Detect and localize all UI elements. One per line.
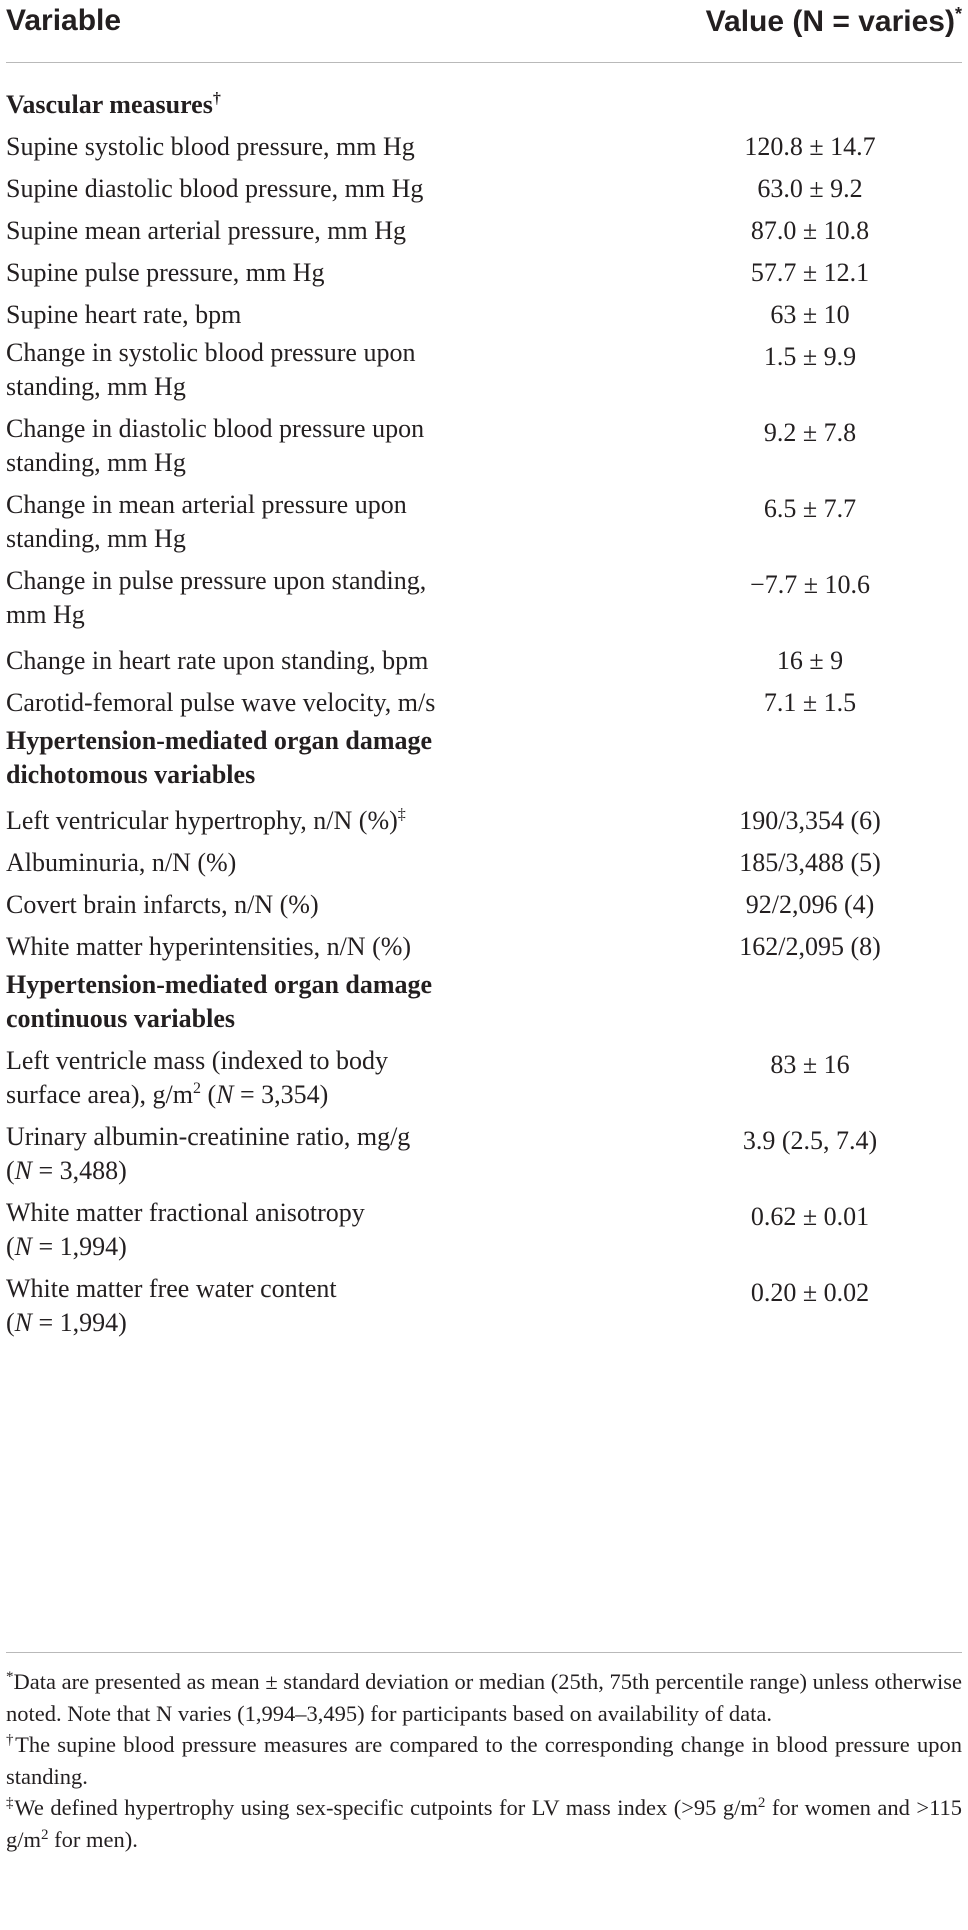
section-header-continuous: Hypertension-mediated organ damage continuous variables xyxy=(6,970,433,1033)
table-row: Change in pulse pressure upon standing, mm Hg −7.7 ± 10.6 xyxy=(6,566,870,629)
header-divider xyxy=(6,62,962,63)
table-header xyxy=(0,0,962,62)
table-row: Left ventricle mass (indexed to body surface area), $g/m^2$ (N = 3,354) 83 ± 16 xyxy=(6,1046,850,1109)
section-header-dichotomous: Hypertension-mediated organ damage dichotomous variables xyxy=(6,726,433,789)
table-row: White matter fractional anisotropy (N = 1,994) 0.62 ± 0.01 xyxy=(6,1198,870,1261)
table-row: Change in mean arterial pressure upon standing, mm Hg 6.5 ± 7.7 xyxy=(6,490,857,553)
footnote-star: *Data are presented as mean ± standard deviation or median (25th, 75th percentile range) unless otherwise noted. Note that N varies (1,994–3,495) for participants based on availability of data. xyxy=(6,1669,962,1726)
table-row: White matter hyperintensities, n/N (%) 162/2,095 (8) xyxy=(6,932,881,961)
table-row: Change in diastolic blood pressure upon standing, mm Hg 9.2 ± 7.8 xyxy=(6,414,857,477)
table-row: Supine heart rate, bpm 63 ± 10 xyxy=(6,300,850,329)
section-header-vascular: Vascular measures† xyxy=(6,90,221,119)
table-row: Carotid-femoral pulse wave velocity, m/s 7.1 ± 1.5 xyxy=(6,688,857,717)
table-row: Change in systolic blood pressure upon standing, mm Hg 1.5 ± 9.9 xyxy=(6,338,857,401)
table-row: Supine pulse pressure, mm Hg 57.7 ± 12.1 xyxy=(6,258,870,287)
table-row: Change in heart rate upon standing, bpm 16 ± 9 xyxy=(6,646,844,675)
table-row: White matter free water content (N = 1,994) 0.20 ± 0.02 xyxy=(6,1274,870,1337)
footnotes xyxy=(6,1666,962,1855)
column-header-variable: Variable xyxy=(6,4,122,37)
table-row: Urinary albumin-creatinine ratio, mg/g (N = 3,488) 3.9 (2.5, 7.4) xyxy=(6,1122,878,1185)
table-row: Supine systolic blood pressure, mm Hg 120.8 ± 14.7 xyxy=(6,132,876,161)
table-row: Albuminuria, n/N (%) 185/3,488 (5) xyxy=(6,848,881,877)
table-row: Covert brain infarcts, n/N (%) 92/2,096 (4) xyxy=(6,890,875,919)
footnote-double-dagger: ‡We defined hypertrophy using sex-specific cutpoints for LV mass index (>95 $g/m^2$ for women and >115 $g/m^2$ for men). xyxy=(6,1795,962,1852)
footnote-divider xyxy=(6,1652,962,1653)
footnote-dagger: †The supine blood pressure measures are compared to the corresponding change in blood pressure upon standing. xyxy=(6,1732,962,1789)
table-row: Supine mean arterial pressure, mm Hg 87.0 ± 10.8 xyxy=(6,216,870,245)
table-body xyxy=(0,84,962,1348)
table-row: Left ventricular hypertrophy, n/N (%)‡ 190/3,354 (6) xyxy=(6,806,881,835)
column-header-value: Value (N = varies)* xyxy=(705,4,962,38)
table-row: Supine diastolic blood pressure, mm Hg 63.0 ± 9.2 xyxy=(6,174,863,203)
